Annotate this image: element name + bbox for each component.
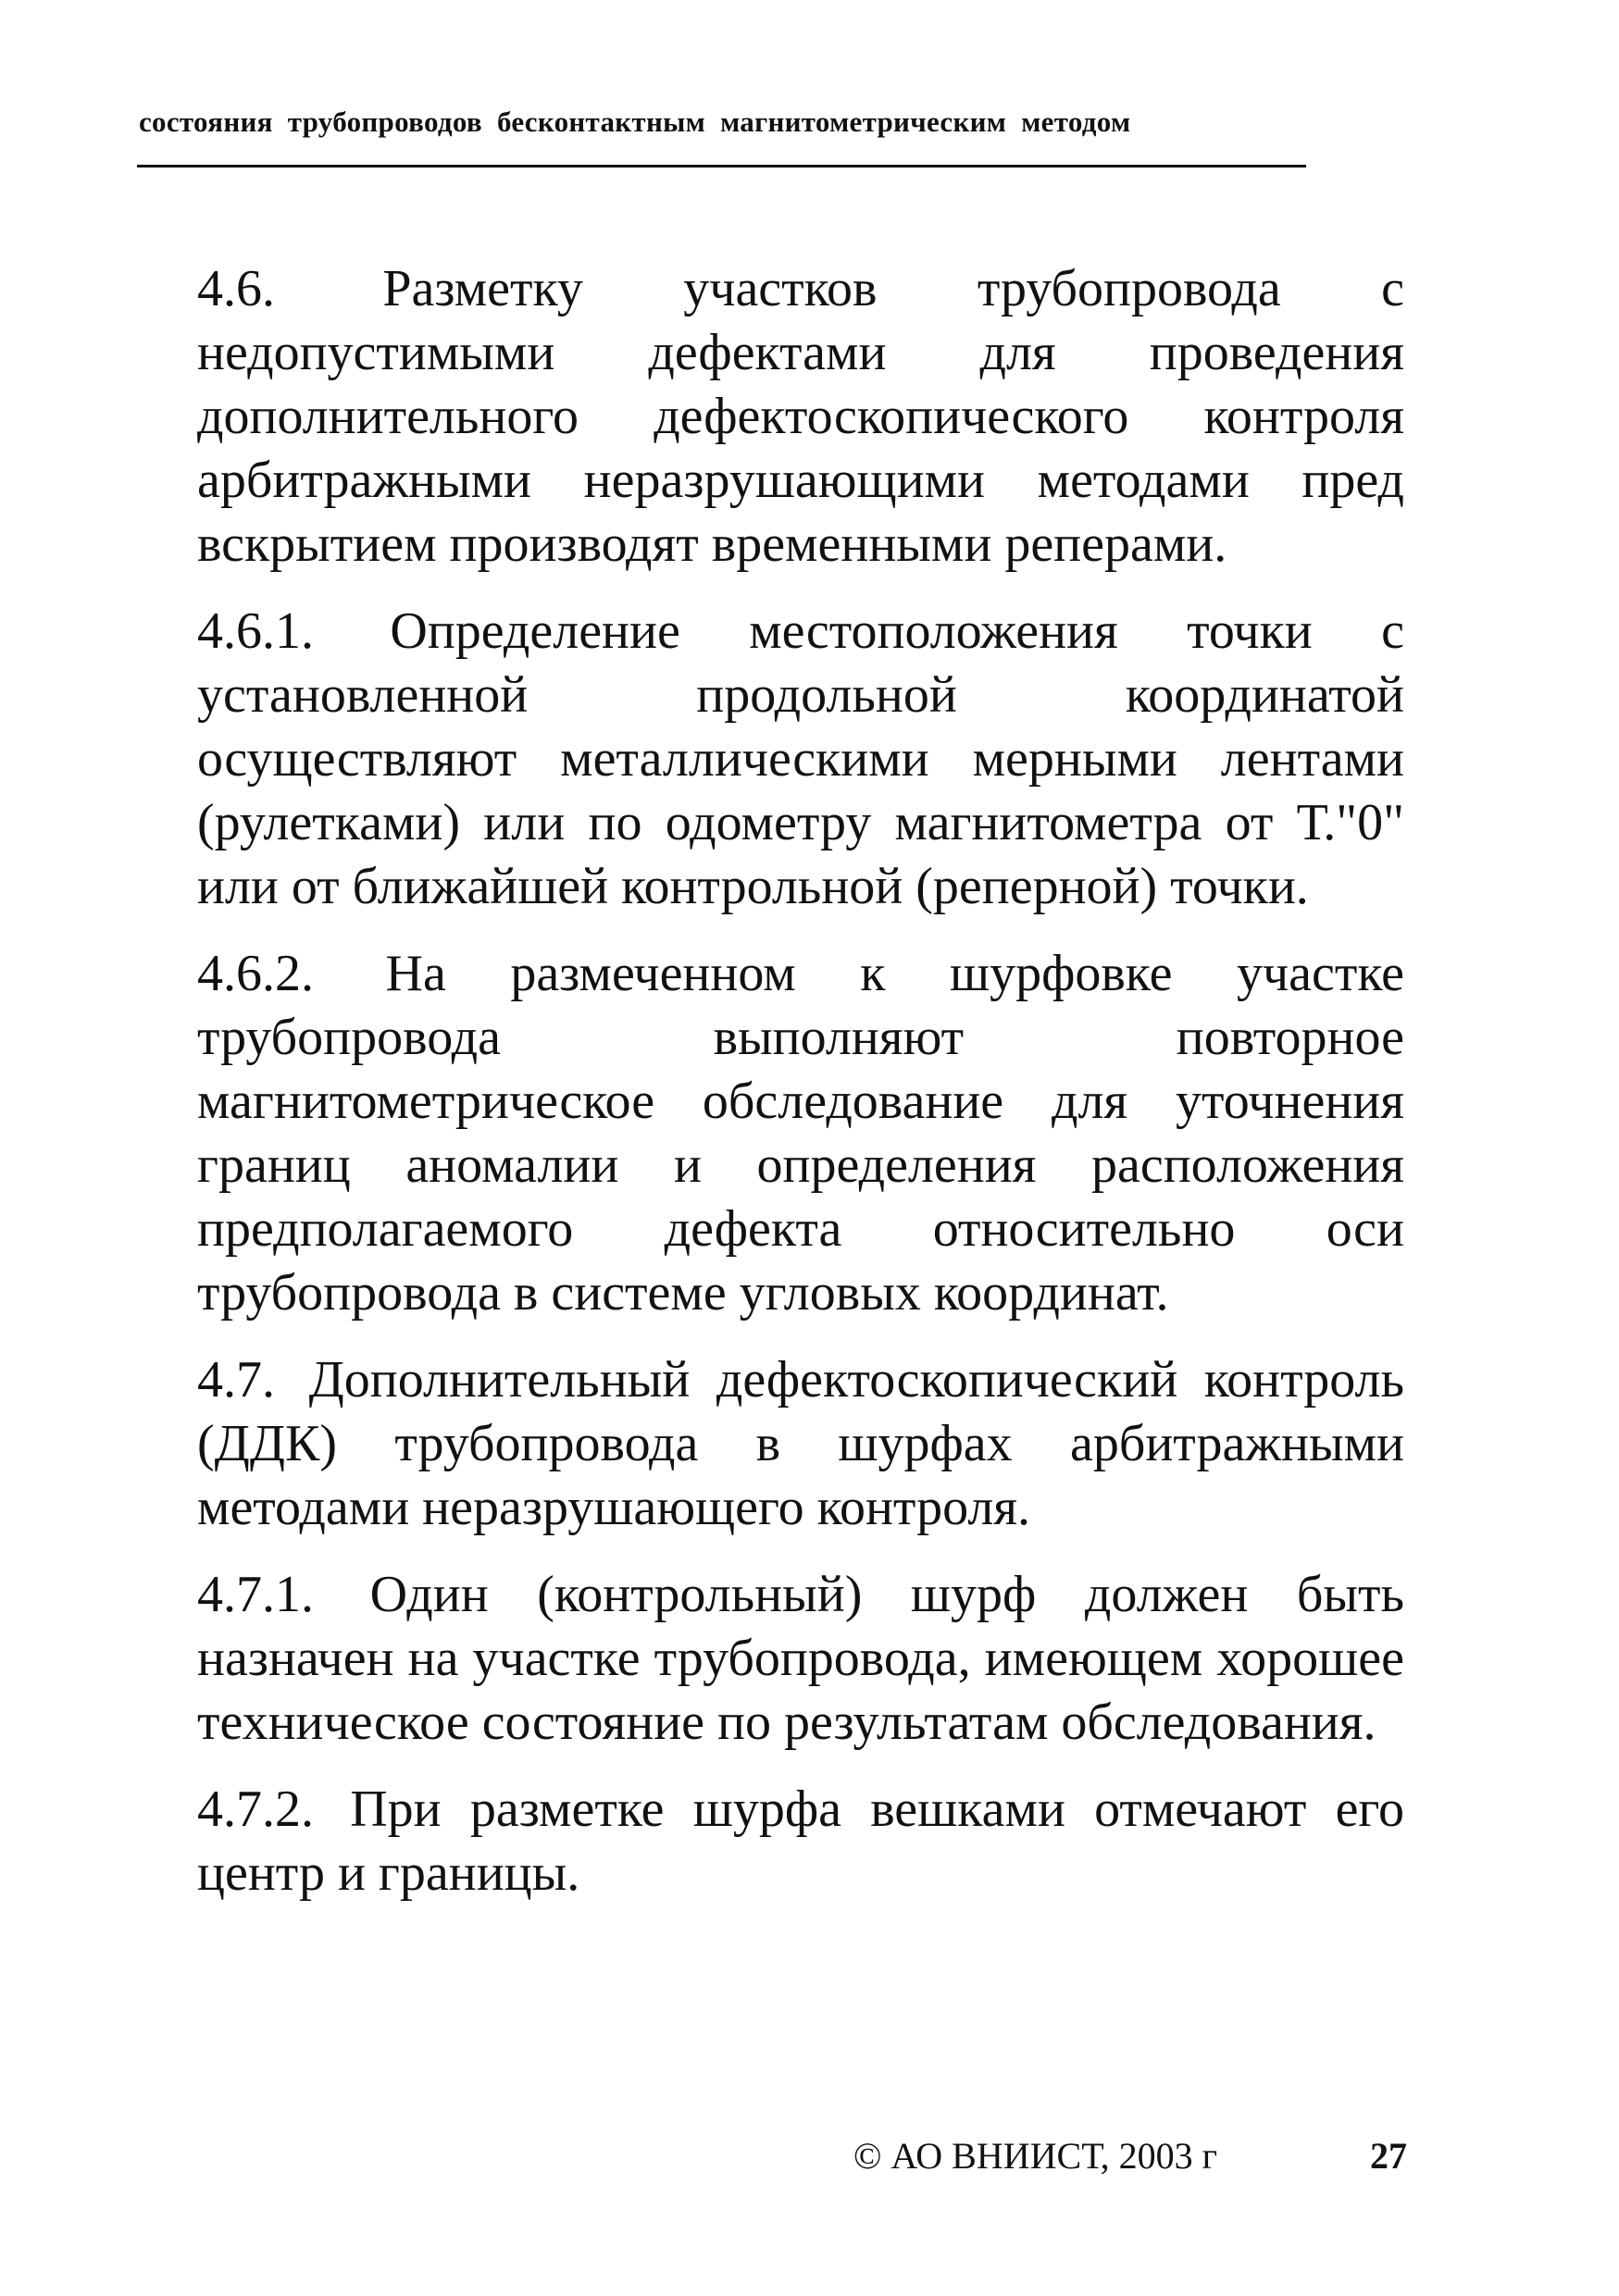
paragraph-text: Дополнительный дефектоскопический контроль (ДДК) трубопровода в шурфах арбитражными методами неразрушающего контроля. bbox=[197, 1351, 1404, 1536]
paragraph-4-7-2 bbox=[197, 1778, 1404, 1905]
paragraph-text: На размеченном к шурфовке участке трубопровода выполняют повторное магнитометрическое обследование для уточнения границ аномалии и определения расположения предполагаемого дефекта относительно оси трубопровода в системе угловых координат. bbox=[197, 945, 1404, 1322]
document-body bbox=[197, 257, 1404, 1929]
paragraph-number: 4.7.2. bbox=[197, 1781, 314, 1838]
paragraph-text: Один (контрольный) шурф должен быть назначен на участке трубопровода, имеющем хорошее техническое состояние по результатам обследования. bbox=[197, 1566, 1405, 1751]
paragraph-number: 4.6.1. bbox=[197, 602, 314, 660]
paragraph-text: При разметке шурфа вешками отмечают его центр и границы. bbox=[197, 1781, 1405, 1902]
paragraph-4-6-2 bbox=[197, 942, 1404, 1325]
paragraph-number: 4.6. bbox=[197, 260, 275, 317]
page-footer bbox=[833, 2128, 1407, 2184]
paragraph-number: 4.7. bbox=[197, 1351, 275, 1409]
paragraph-number: 4.6.2. bbox=[197, 945, 314, 1002]
paragraph-number: 4.7.1. bbox=[197, 1566, 314, 1623]
paragraph-4-6-1 bbox=[197, 600, 1404, 919]
paragraph-4-6 bbox=[197, 257, 1404, 577]
paragraph-text: Разметку участков трубопровода с недопустимыми дефектами для проведения дополнительного дефектоскопического контроля арбитражными неразрушающими методами пред вскрытием производят временными реперами. bbox=[197, 260, 1404, 573]
running-header: состояния трубопроводов бесконтактным магнитометрическим методом bbox=[139, 105, 1131, 138]
header-divider bbox=[137, 165, 1306, 168]
copyright-notice: © АО ВНИИСТ, 2003 г bbox=[853, 2135, 1218, 2177]
page-number: 27 bbox=[1370, 2135, 1407, 2177]
paragraph-4-7 bbox=[197, 1348, 1404, 1540]
paragraph-4-7-1 bbox=[197, 1563, 1404, 1755]
paragraph-text: Определение местоположения точки с установленной продольной координатой осуществляют металлическими мерными лентами (рулетками) или по одометру магнитометра от Т."0" или от ближайшей контрольной (реперной) точки. bbox=[197, 602, 1404, 915]
